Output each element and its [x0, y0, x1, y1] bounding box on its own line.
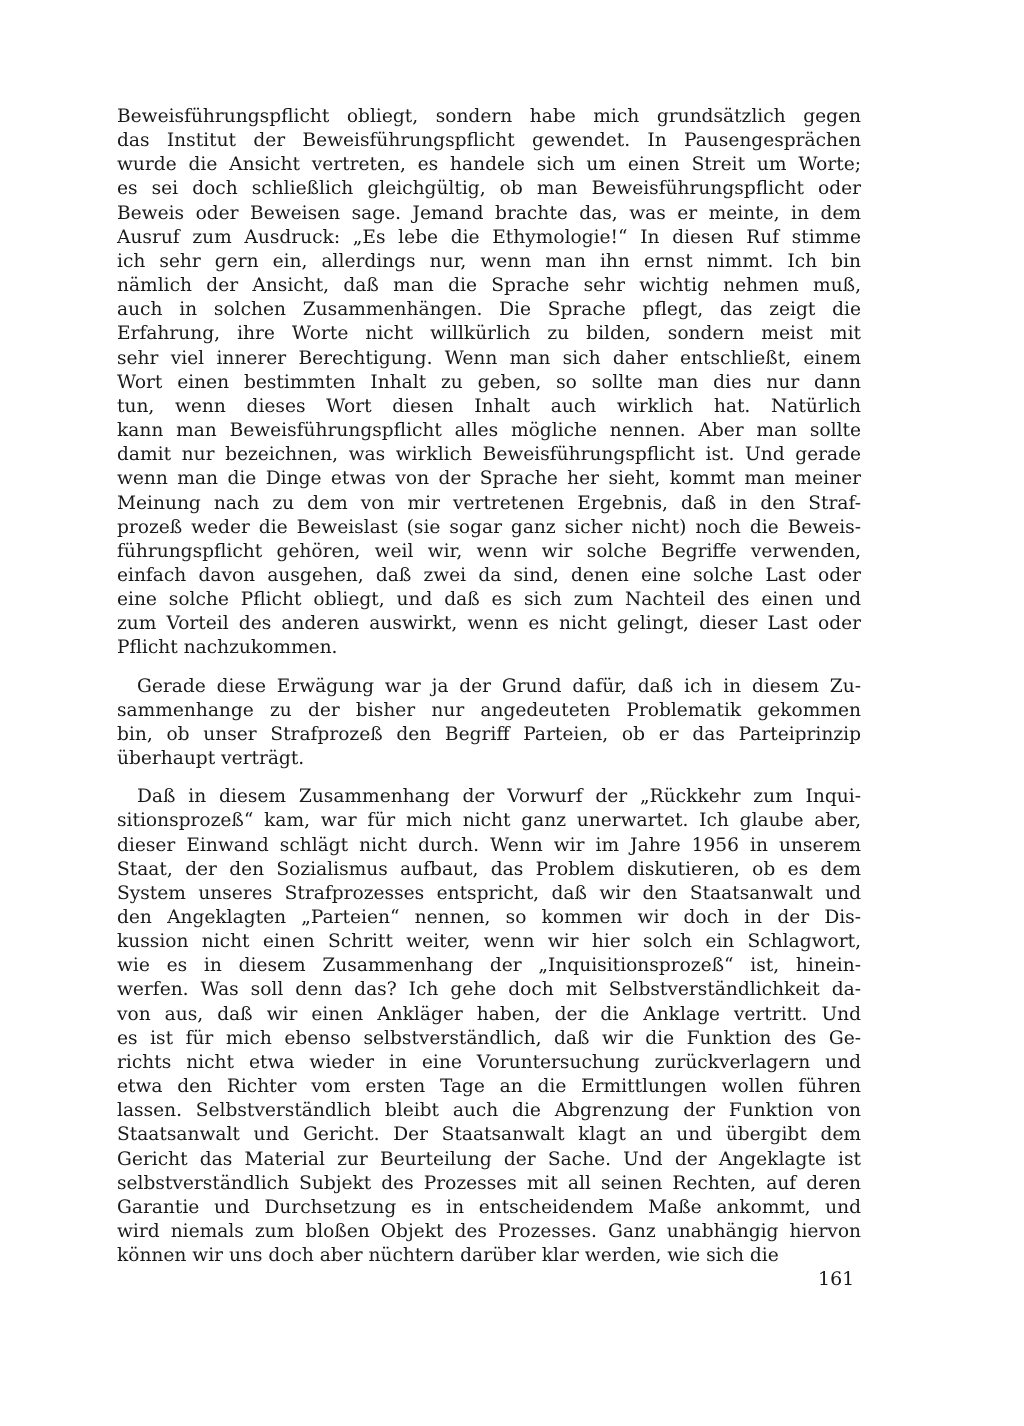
text-line: Garantie und Durchsetzung es in entscheidendem Maße ankommt, und	[117, 1196, 861, 1218]
text-line: Gerade diese Erwägung war ja der Grund dafür, daß ich in diesem Zu-	[137, 675, 861, 697]
text-line: Gericht das Material zur Beurteilung der Sache. Und der Angeklagte ist	[117, 1148, 861, 1170]
body-text	[117, 105, 861, 1268]
text-line: wurde die Ansicht vertreten, es handele sich um einen Streit um Worte;	[117, 154, 861, 176]
text-line: Staat, der den Sozialismus aufbaut, das Problem diskutieren, ob es dem	[117, 858, 861, 880]
text-line: Meinung nach zu dem von mir vertretenen Ergebnis, daß in den Straf-	[117, 492, 861, 514]
text-line: Ausruf zum Ausdruck: „Es lebe die Ethymologie!“ In diesen Ruf stimme	[117, 226, 861, 248]
text-line: ich sehr gern ein, allerdings nur, wenn man ihn ernst nimmt. Ich bin	[117, 250, 861, 272]
text-line: Erfahrung, ihre Worte nicht willkürlich zu bilden, sondern meist mit	[117, 323, 861, 345]
text-line: es ist für mich ebenso selbstverständlich, daß wir die Funktion des Ge-	[117, 1027, 861, 1049]
text-line: eine solche Pflicht obliegt, und daß es sich zum Nachteil des einen und	[117, 589, 861, 611]
text-line: dieser Einwand schlägt nicht durch. Wenn wir im Jahre 1956 in unserem	[117, 834, 861, 856]
page-number: 161	[818, 1268, 855, 1290]
text-line: wird niemals zum bloßen Objekt des Prozesses. Ganz unabhängig hiervon	[117, 1221, 861, 1243]
paragraph	[117, 675, 861, 772]
text-line: das Institut der Beweisführungspflicht gewendet. In Pausengesprächen	[117, 130, 861, 152]
text-line: Wort einen bestimmten Inhalt zu geben, so sollte man dies nur dann	[117, 371, 861, 393]
text-line: prozeß weder die Beweislast (sie sogar ganz sicher nicht) noch die Beweis-	[117, 516, 861, 538]
text-line: etwa den Richter vom ersten Tage an die Ermittlungen wollen führen	[117, 1076, 861, 1098]
text-line: Pflicht nachzukommen.	[117, 637, 338, 659]
text-line: wie es in diesem Zusammenhang der „Inquisitionsprozeß“ ist, hinein-	[117, 955, 861, 977]
text-line: es sei doch schließlich gleichgültig, ob man Beweisführungspflicht oder	[117, 178, 861, 200]
text-line: sitionsprozeß“ kam, war für mich nicht ganz unerwartet. Ich glaube aber,	[117, 810, 861, 832]
text-line: System unseres Strafprozesses entspricht, daß wir den Staatsanwalt und	[117, 882, 861, 904]
text-line: selbstverständlich Subjekt des Prozesses mit all seinen Rechten, auf deren	[117, 1172, 861, 1194]
text-line: richts nicht etwa wieder in eine Voruntersuchung zurückverlagern und	[117, 1051, 861, 1073]
text-line: einfach davon ausgehen, daß zwei da sind, denen eine solche Last oder	[117, 564, 861, 586]
text-line: nämlich der Ansicht, daß man die Sprache sehr wichtig nehmen muß,	[117, 275, 861, 297]
text-line: bin, ob unser Strafprozeß den Begriff Parteien, ob er das Parteiprinzip	[117, 723, 861, 745]
text-line: wenn man die Dinge etwas von der Sprache her sieht, kommt man meiner	[117, 468, 861, 490]
text-line: von aus, daß wir einen Ankläger haben, der die Anklage vertritt. Und	[117, 1003, 861, 1025]
text-line: sammenhange zu der bisher nur angedeuteten Problematik gekommen	[117, 699, 861, 721]
text-line: werfen. Was soll denn das? Ich gehe doch mit Selbstverständlichkeit da-	[117, 979, 861, 1001]
text-line: tun, wenn dieses Wort diesen Inhalt auch wirklich hat. Natürlich	[117, 395, 861, 417]
text-line: Beweis oder Beweisen sage. Jemand brachte das, was er meinte, in dem	[117, 202, 861, 224]
text-line: zum Vorteil des anderen auswirkt, wenn es nicht gelingt, dieser Last oder	[117, 613, 861, 635]
text-line: Daß in diesem Zusammenhang der Vorwurf der „Rückkehr zum Inqui-	[137, 786, 861, 808]
text-line: Beweisführungspflicht obliegt, sondern habe mich grundsätzlich gegen	[117, 106, 861, 127]
text-line: auch in solchen Zusammenhängen. Die Sprache pflegt, das zeigt die	[117, 299, 861, 321]
text-line: damit nur bezeichnen, was wirklich Beweisführungspflicht ist. Und gerade	[117, 444, 861, 466]
text-line: lassen. Selbstverständlich bleibt auch die Abgrenzung der Funktion von	[117, 1100, 861, 1122]
text-line: überhaupt verträgt.	[117, 748, 305, 770]
text-line: führungspflicht gehören, weil wir, wenn wir solche Begriffe verwenden,	[117, 540, 861, 562]
text-line: sehr viel innerer Berechtigung. Wenn man sich daher entschließt, einem	[117, 347, 861, 369]
text-line: Staatsanwalt und Gericht. Der Staatsanwalt klagt an und übergibt dem	[117, 1124, 861, 1146]
text-line: können wir uns doch aber nüchtern darüber klar werden, wie sich die	[117, 1245, 779, 1267]
text-line: den Angeklagten „Parteien“ nennen, so kommen wir doch in der Dis-	[117, 907, 861, 928]
paragraph	[117, 785, 861, 1268]
text-line: kann man Beweisführungspflicht alles mögliche nennen. Aber man sollte	[117, 420, 861, 442]
paragraph	[117, 105, 861, 661]
text-line: kussion nicht einen Schritt weiter, wenn wir hier solch ein Schlagwort,	[117, 931, 861, 953]
